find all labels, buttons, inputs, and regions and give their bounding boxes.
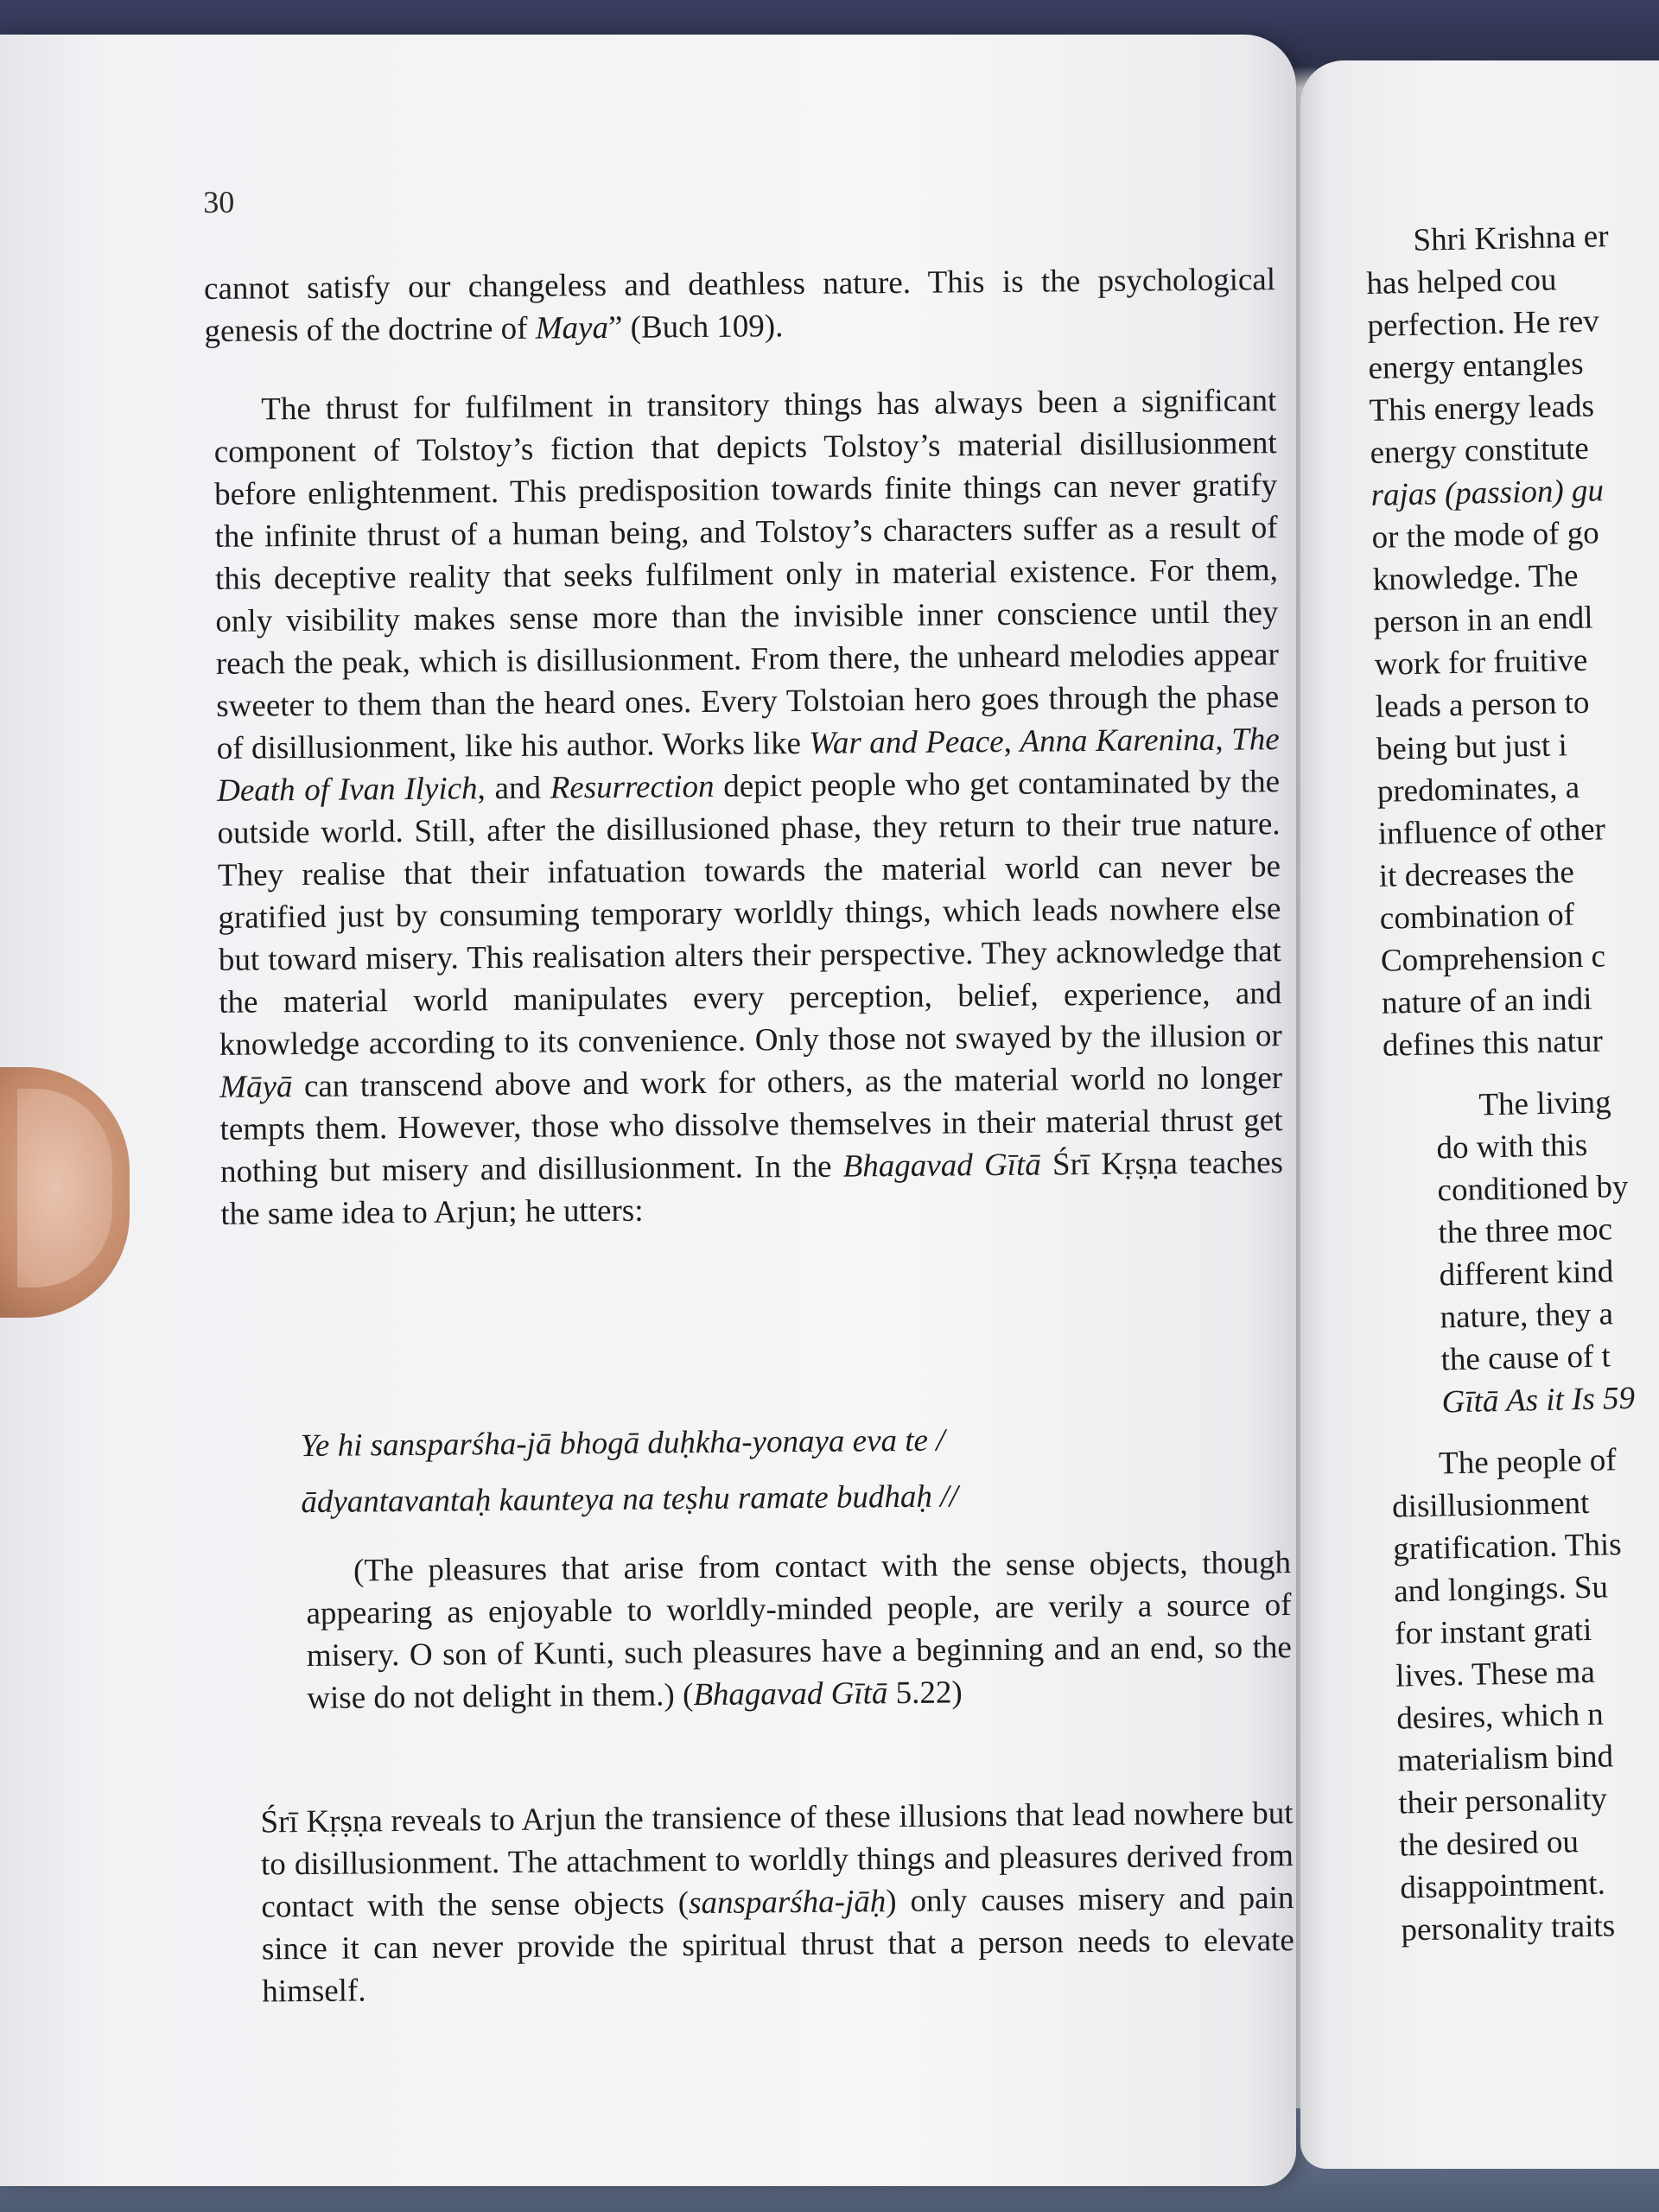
right-line: gratification. This	[1392, 1527, 1623, 1567]
right-line: rajas (passion) gu	[1370, 473, 1605, 513]
main-paragraph	[213, 379, 1284, 1236]
right-line: or the mode of go	[1371, 515, 1600, 556]
right-line: energy entangles	[1368, 346, 1584, 386]
translation-text: (The pleasures that arise from contact with the sense objects, though appearing as enjoyable to worldly-minded people, are verily a source of misery. O son of Kunti, such pleasures have a beginning and an end, so the wise do not delight in them.) (	[306, 1545, 1293, 1717]
right-line: This energy leads	[1369, 388, 1595, 429]
right-line: disillusionment	[1391, 1484, 1590, 1525]
right-line: their personality	[1397, 1781, 1608, 1821]
right-line: being but just i	[1376, 728, 1568, 767]
title-war-and-peace: War and Peace	[809, 723, 1004, 761]
translation-citation-title: Bhagavad Gītā	[693, 1675, 888, 1713]
right-line: the three moc	[1438, 1211, 1613, 1251]
right-block-2	[1383, 1080, 1659, 1425]
title-bhagavad-gita: Bhagavad Gītā	[842, 1147, 1041, 1185]
right-line: perfection. He rev	[1367, 303, 1600, 344]
right-line: personality traits	[1401, 1908, 1616, 1948]
main-text-4: Śrī Kṛṣṇa teaches the same idea to Arjun; he utters:	[220, 1145, 1284, 1232]
right-line: The living	[1478, 1084, 1611, 1123]
intro-paragraph	[204, 258, 1276, 353]
right-line: disappointment.	[1400, 1866, 1606, 1906]
title-anna-karenina: Anna Karenina	[1020, 721, 1216, 760]
right-line: for instant grati	[1394, 1611, 1592, 1652]
right-line: nature of an indi	[1381, 981, 1592, 1021]
title-resurrection: Resurrection	[550, 768, 715, 806]
right-line: different kind	[1439, 1254, 1614, 1294]
final-text-b: ) only causes misery and pain since it can never provide the spiritual thrust that a person needs to elevate himself.	[261, 1880, 1294, 2010]
final-text-a: Śrī Kṛṣṇa reveals to Arjun the transience of these illusions that lead nowhere but to disillusionment. The attachment to worldly things and pleasures derived from contact with the sense objects (	[260, 1796, 1294, 1925]
final-term: sansparśha-jāḥ	[688, 1884, 887, 1922]
right-line: conditioned by	[1437, 1168, 1629, 1209]
intro-maya-term: Maya	[535, 309, 609, 346]
main-sep-3: , and	[477, 770, 550, 807]
final-paragraph	[260, 1792, 1294, 2012]
right-line: materialism bind	[1396, 1738, 1614, 1779]
translation-paragraph	[306, 1541, 1293, 1719]
right-line: person in an endl	[1373, 600, 1593, 640]
verse-line-2: ādyantavantaḥ kaunteya na teṣhu ramate budhaḥ //	[301, 1478, 958, 1521]
right-block-1	[1365, 214, 1659, 1067]
right-line: it decreases the	[1378, 855, 1575, 894]
right-line: the cause of t	[1440, 1338, 1611, 1378]
right-page-text	[1365, 214, 1659, 1952]
right-line: do with this	[1436, 1127, 1588, 1166]
maya-term: Māyā	[219, 1069, 293, 1105]
right-line: leads a person to	[1375, 684, 1590, 725]
right-block-3	[1391, 1438, 1659, 1952]
main-text-1: The thrust for fulfilment in transitory things has always been a significant component of Tolstoy’s fiction that depicts Tolstoy’s material disillusionment before enlightenment. This predisposition towards finite things can never gratify the infinite thrust of a human being, and Tolstoy’s characters suffer as a result of this deceptive reality that seeks fulfilment only in material existence. For them, only visibility makes sense more than the invisible inner conscience until they reach the peak, which is disillusionment. From there, the unheard melodies appear sweeter to them than the heard ones. Every Tolstoian hero goes through the phase of disillusionment, like his author. Works like	[213, 383, 1280, 766]
right-line: Gītā As it Is 59	[1441, 1380, 1636, 1421]
right-line: lives. These ma	[1395, 1654, 1596, 1694]
right-line: defines this natur	[1382, 1023, 1604, 1064]
main-sep-1: ,	[1003, 723, 1020, 760]
right-line: combination of	[1379, 897, 1575, 937]
right-line: Comprehension c	[1380, 938, 1606, 979]
right-line: desires, which n	[1395, 1696, 1605, 1737]
right-line: knowledge. The	[1372, 557, 1579, 598]
page-number: 30	[203, 184, 235, 219]
right-line: has helped cou	[1366, 262, 1557, 302]
title-death-of-ivan-ilyich: The Death of Ivan Ilyich	[216, 721, 1280, 809]
right-line: work for fruitive	[1374, 642, 1588, 683]
verse-line-1: Ye hi sansparśha-jā bhogā duḥkha-yonaya eva te /	[300, 1422, 945, 1465]
right-line: nature, they a	[1440, 1296, 1614, 1336]
main-text-3: can transcend above and work for others, as the material world no longer tempts them. However, those who dissolve themselves in their material thrust get nothing but misery and disillusionment. In the	[219, 1060, 1283, 1190]
right-line: The people of	[1438, 1442, 1618, 1482]
right-line: and longings. Su	[1393, 1569, 1609, 1610]
translation-citation-ref: 5.22)	[887, 1675, 963, 1712]
right-line: Shri Krishna er	[1413, 219, 1609, 258]
right-line: predominates, a	[1376, 769, 1580, 810]
right-line: energy constitute	[1370, 430, 1590, 471]
main-text-2: depict people who get contaminated by the outside world. Still, after the disillusioned phase, they return to their true nature. They realise that their infatuation towards the material world can never be gratified just by consuming temporary worldly things, which leads nowhere else but toward misery. This realisation alters their perspective. They acknowledge that the material world manipulates every perception, belief, experience, and knowledge according to its convenience. Only those not swayed by the illusion or	[217, 764, 1282, 1063]
intro-text-a: cannot satisfy our changeless and deathless nature. This is the psychological genesis of the doctrine of	[203, 262, 1276, 349]
intro-text-b: ” (Buch 109).	[607, 308, 784, 346]
right-line: the desired ou	[1398, 1824, 1580, 1864]
right-line: influence of other	[1377, 811, 1606, 852]
main-sep-2: ,	[1215, 721, 1232, 758]
